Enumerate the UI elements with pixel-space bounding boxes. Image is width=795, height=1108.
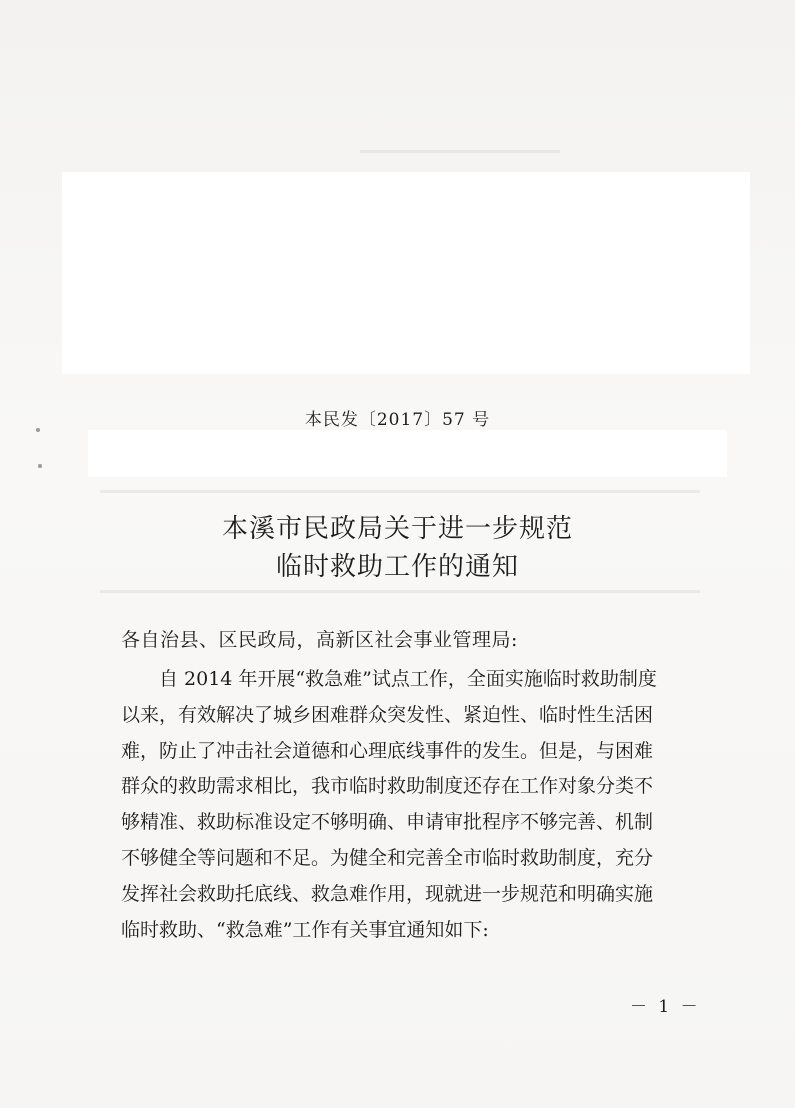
document-number: 本民发〔2017〕57 号 <box>304 410 491 430</box>
document-title-line-1: 本溪市民政局关于进一步规范 <box>221 514 573 544</box>
body-line: 群众的救助需求相比，我市临时救助制度还存在工作对象分类不 <box>121 775 654 798</box>
body-line: 够精准、救助标准设定不够明确、申请审批程序不够完善、机制 <box>121 811 654 834</box>
body-line: 不够健全等问题和不足。为健全和完善全市临时救助制度，充分 <box>121 846 654 869</box>
punch-hole-mark <box>38 464 42 468</box>
body-line: 难，防止了冲击社会道德和心理底线事件的发生。但是，与困难 <box>121 739 654 762</box>
body-text <box>121 662 721 948</box>
redaction-block-top <box>62 172 750 374</box>
redaction-block-middle <box>88 430 727 477</box>
bleed-through-line <box>100 490 700 493</box>
salutation: 各自治县、区民政局，高新区社会事业管理局: <box>121 629 518 651</box>
body-line: 自 2014 年开展“救急难”试点工作，全面实施临时救助制度 <box>159 668 657 690</box>
body-line: 以来，有效解决了城乡困难群众突发性、紧迫性、临时性生活困 <box>121 703 654 726</box>
body-line: 发挥社会救助托底线、救急难作用，现就进一步规范和明确实施 <box>121 882 654 905</box>
bleed-through-line <box>100 590 700 593</box>
page-number: － 1 － <box>630 997 701 1017</box>
body-line: 临时救助、“救急难”工作有关事宜通知如下: <box>121 918 489 941</box>
document-title-line-2: 临时救助工作的通知 <box>275 552 519 582</box>
bleed-through-line <box>360 150 560 153</box>
